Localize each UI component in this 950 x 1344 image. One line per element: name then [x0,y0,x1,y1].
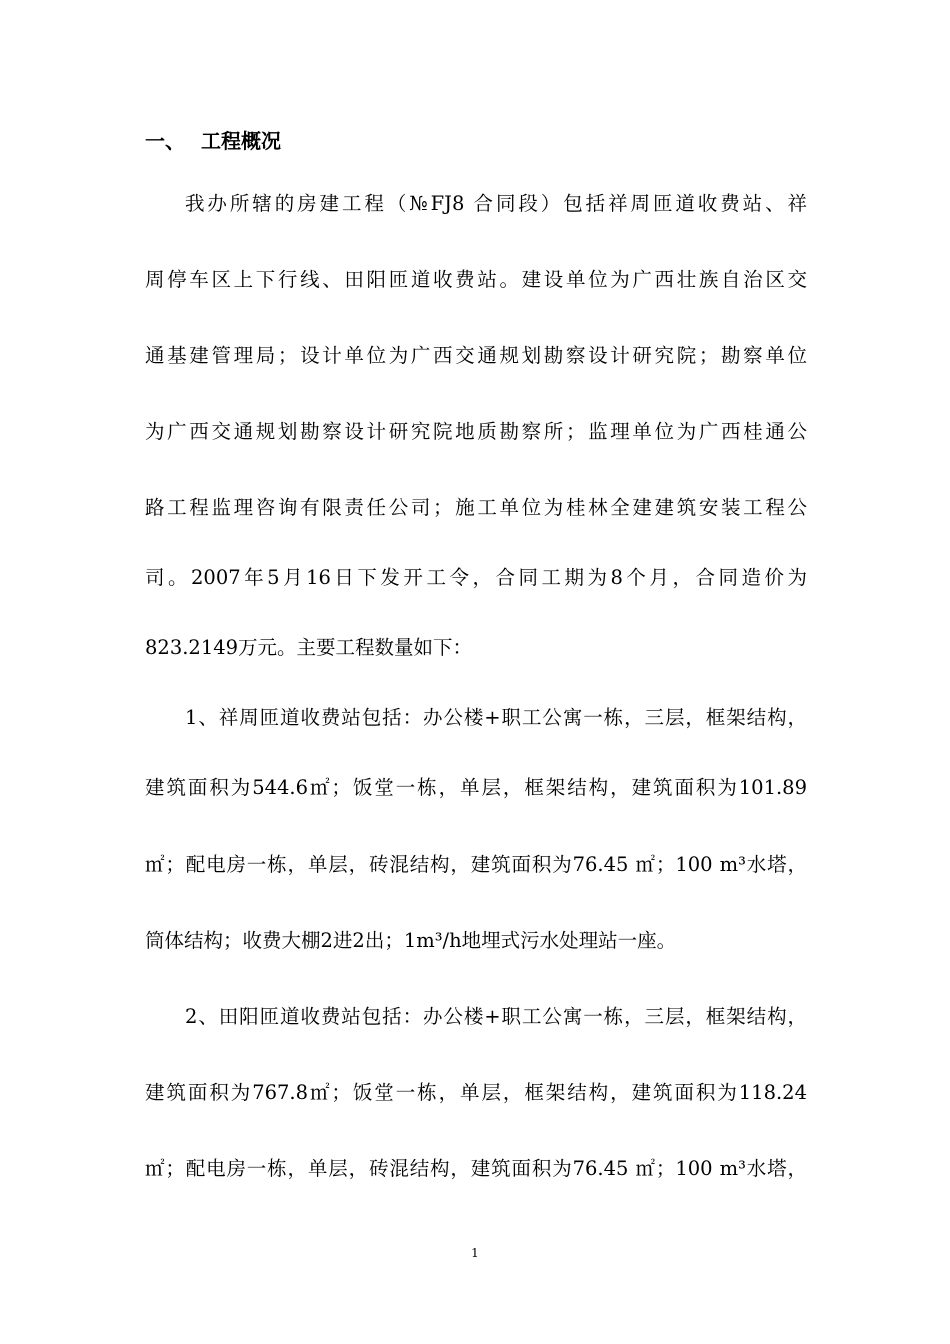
paragraph-line: 建筑面积为767.8㎡；饭堂一栋，单层，框架结构，建筑面积为118.24 [145,1081,807,1104]
paragraph-line: 823.2149万元。主要工程数量如下： [145,636,473,659]
paragraph-line: 路工程监理咨询有限责任公司；施工单位为桂林全建建筑安装工程公 [145,496,807,519]
paragraph-line: 1、祥周匝道收费站包括：办公楼+职工公寓一栋，三层，框架结构， [185,706,807,729]
section-title: 工程概况 [201,129,281,153]
paragraph-line: 我办所辖的房建工程（№FJ8 合同段）包括祥周匝道收费站、祥 [185,192,807,215]
paragraph-line: 通基建管理局；设计单位为广西交通规划勘察设计研究院；勘察单位 [145,344,807,367]
paragraph-line: 司。2007年5月16日下发开工令，合同工期为8个月，合同造价为 [145,566,807,589]
section-number: 一、 [145,129,185,153]
section-heading [145,126,281,156]
paragraph-line: 2、田阳匝道收费站包括：办公楼+职工公寓一栋，三层，框架结构， [185,1005,807,1028]
paragraph-line: 周停车区上下行线、田阳匝道收费站。建设单位为广西壮族自治区交 [145,268,807,291]
page-number: 1 [471,1246,479,1260]
paragraph-line: 建筑面积为544.6㎡；饭堂一栋，单层，框架结构，建筑面积为101.89 [145,776,807,799]
paragraph-line: ㎡；配电房一栋，单层，砖混结构，建筑面积为76.45 ㎡；100 m³水塔， [145,1157,807,1180]
paragraph-line: 筒体结构；收费大棚2进2出；1m³/h地埋式污水处理站一座。 [145,929,677,952]
paragraph-line: 为广西交通规划勘察设计研究院地质勘察所；监理单位为广西桂通公 [145,420,807,443]
paragraph-line: ㎡；配电房一栋，单层，砖混结构，建筑面积为76.45 ㎡；100 m³水塔， [145,853,807,876]
